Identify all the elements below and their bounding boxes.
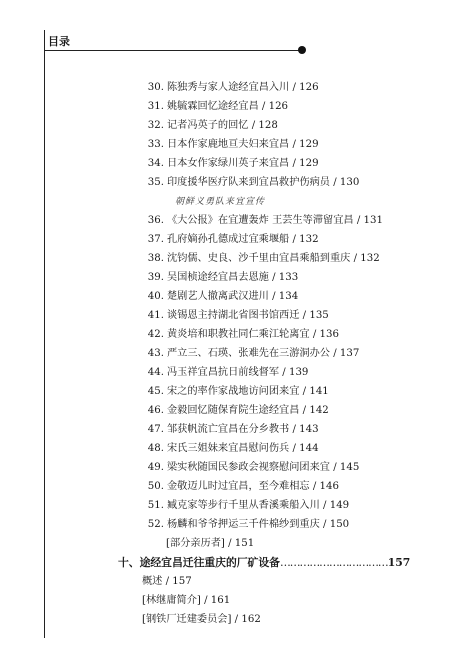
toc-entry[interactable]: 33. 日本作家鹿地亘夫妇来宜昌 / 129 xyxy=(147,139,319,150)
toc-chapter[interactable]: 十、途经宜昌迁往重庆的厂矿设备……………………………157 xyxy=(118,556,411,569)
toc-entry[interactable]: 37. 孔府嫡孙孔德成过宜乘堰船 / 132 xyxy=(147,234,319,245)
toc-chapter-item[interactable]: [钢铁厂迁建委员会] / 162 xyxy=(142,614,261,625)
header-rule xyxy=(44,50,302,51)
margin-rule xyxy=(44,30,45,638)
toc-entry[interactable]: 45. 宋之的率作家战地访问团来宜 / 141 xyxy=(147,386,329,397)
toc-entry[interactable]: 44. 冯玉祥宜昌抗日前线督军 / 139 xyxy=(147,367,309,378)
toc-entry[interactable]: 39. 吴国桢途经宜昌去恩施 / 133 xyxy=(147,272,299,283)
toc-entry[interactable]: 43. 严立三、石瑛、张难先在三游洞办公 / 137 xyxy=(147,348,360,359)
toc-subheading: 朝鲜义勇队来宜宣传 xyxy=(175,197,266,207)
toc-entry[interactable]: 30. 陈独秀与家人途经宜昌入川 / 126 xyxy=(147,82,319,93)
toc-entry[interactable]: 35. 印度援华医疗队来到宜昌救护伤病员 / 130 xyxy=(147,177,360,188)
toc-entry[interactable]: 52. 杨麟和爷爷押运三千件棉纱到重庆 / 150 xyxy=(147,519,350,530)
toc-entry[interactable]: 42. 黄炎培和职教社同仁乘江轮离宜 / 136 xyxy=(147,329,339,340)
toc-entry[interactable]: 47. 邹获帆流亡宜昌在分乡教书 / 143 xyxy=(147,424,319,435)
toc-entry[interactable]: 49. 梁实秋随国民参政会视察慰问团来宜 / 145 xyxy=(147,462,360,473)
toc-chapter-item[interactable]: 概述 / 157 xyxy=(142,576,192,587)
toc-entry[interactable]: 51. 臧克家等步行千里从香溪乘船入川 / 149 xyxy=(147,500,350,511)
toc-chapter-item[interactable]: [林继庸简介] / 161 xyxy=(142,595,231,606)
toc-entry[interactable]: 31. 姚毓霖回忆途经宜昌 / 126 xyxy=(147,101,289,112)
toc-entry[interactable]: 36. 《大公报》在宜遭轰炸 王芸生等滞留宜昌 / 131 xyxy=(147,215,383,226)
toc-entry[interactable]: 46. 金毅回忆随保育院生途经宜昌 / 142 xyxy=(147,405,329,416)
toc-entry[interactable]: 40. 楚剧艺人撤离武汉进川 / 134 xyxy=(147,291,299,302)
section-label: 目录 xyxy=(48,35,70,48)
toc-note[interactable]: [部分亲历者] / 151 xyxy=(166,538,255,549)
toc-entry[interactable]: 38. 沈钧儒、史良、沙千里由宜昌乘船到重庆 / 132 xyxy=(147,253,380,264)
toc-entry[interactable]: 48. 宋氏三姐妹来宜昌慰问伤兵 / 144 xyxy=(147,443,319,454)
header-rule-dot xyxy=(298,46,306,54)
toc-entry[interactable]: 50. 金敬迈儿时过宜昌，至今难相忘 / 146 xyxy=(147,481,339,492)
toc-entry[interactable]: 41. 谈锡恩主持湖北省图书馆西迁 / 135 xyxy=(147,310,329,321)
toc-entry[interactable]: 34. 日本女作家绿川英子来宜昌 / 129 xyxy=(147,158,319,169)
toc-entry[interactable]: 32. 记者冯英子的回忆 / 128 xyxy=(147,120,278,131)
